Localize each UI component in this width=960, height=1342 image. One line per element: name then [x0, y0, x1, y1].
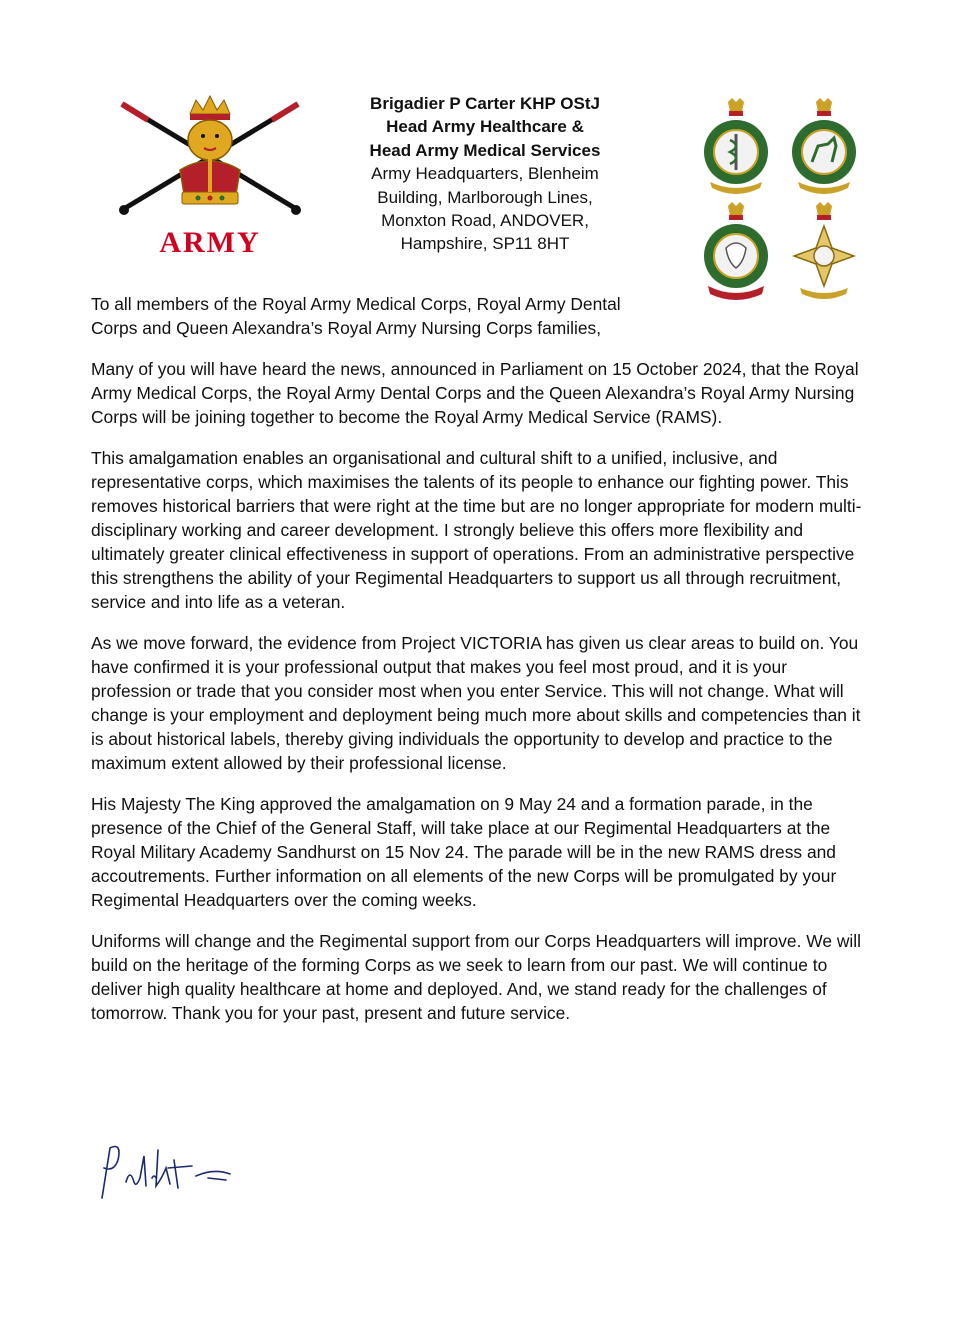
sender-address-2: Building, Marlborough Lines,	[377, 187, 593, 207]
sender-address-4: Hampshire, SP11 8HT	[400, 234, 570, 254]
corps-badges	[694, 96, 870, 306]
signature-icon	[96, 1138, 236, 1208]
paragraph-1: Many of you will have heard the news, announced in Parliament on 15 October 2024, that the Royal Army Medical Corps, the Royal Army Dental Corps and the Queen Alexandra’s Royal Army Nursing Corps will be joining together to become the Royal Army Medical Service (RAMS).	[91, 359, 859, 427]
salutation: To all members of the Royal Army Medical Corps, Royal Army Dental Corps and Queen Alexandra’s Royal Army Nursing Corps families,	[91, 294, 621, 338]
army-logo-text: ARMY	[159, 226, 261, 259]
paragraph-2: This amalgamation enables an organisational and cultural shift to a unified, inclusive, and representative corps, which maximises the talents of its people to enhance our fighting power. This removes historical barriers that were right at the time but are no longer appropriate for modern multi-disciplinary working and career development. I strongly believe this offers more flexibility and ultimately greater clinical effectiveness in support of operations. From an administrative perspective this strengthens the ability of your Regimental Headquarters to support us all through recruitment, service and into life as a veteran.	[91, 448, 862, 612]
letter-body	[91, 292, 871, 1042]
sender-name: Brigadier P Carter KHP OStJ	[370, 94, 600, 113]
army-logo	[108, 92, 312, 268]
paragraph-4: His Majesty The King approved the amalgamation on 9 May 24 and a formation parade, in the presence of the Chief of the General Staff, will take place at our Regimental Headquarters at the Royal Military Academy Sandhurst on 15 Nov 24. The parade will be in the new RAMS dress and accoutrements. Further information on all elements of the new Corps will be promulgated by your Regimental Headquarters over the coming weeks.	[91, 794, 837, 910]
radc-badge-icon	[704, 202, 768, 300]
sender-address-3: Monxton Road, ANDOVER,	[381, 211, 589, 231]
sender-title-2: Head Army Medical Services	[369, 140, 601, 160]
ramc-badge-icon	[704, 98, 768, 194]
paragraph-5: Uniforms will change and the Regimental support from our Corps Headquarters will improve. We will build on the heritage of the forming Corps as we seek to learn from our past. We will continue to deliver high quality healthcare at home and deployed. And, we stand ready for the challenges of tomorrow. Thank you for your past, present and future service.	[91, 931, 862, 1023]
sender-address-1: Army Headquarters, Blenheim	[371, 164, 599, 184]
ravc-badge-icon	[792, 98, 856, 194]
crossed-swords-lion-icon	[108, 92, 312, 222]
paragraph-3: As we move forward, the evidence from Project VICTORIA has given us clear areas to build on. You have confirmed it is your professional output that makes you feel most proud, and it is your profession or trade that you consider most when you enter Service. This will not change. What will change is your employment and deployment being much more about skills and competencies than it is about historical labels, thereby giving individuals the opportunity to develop and practice to the maximum extent allowed by their professional license.	[91, 633, 861, 773]
signature	[96, 1138, 236, 1208]
qaranc-badge-icon	[794, 202, 854, 299]
sender-block	[318, 92, 652, 256]
sender-title-1: Head Army Healthcare &	[386, 117, 584, 137]
